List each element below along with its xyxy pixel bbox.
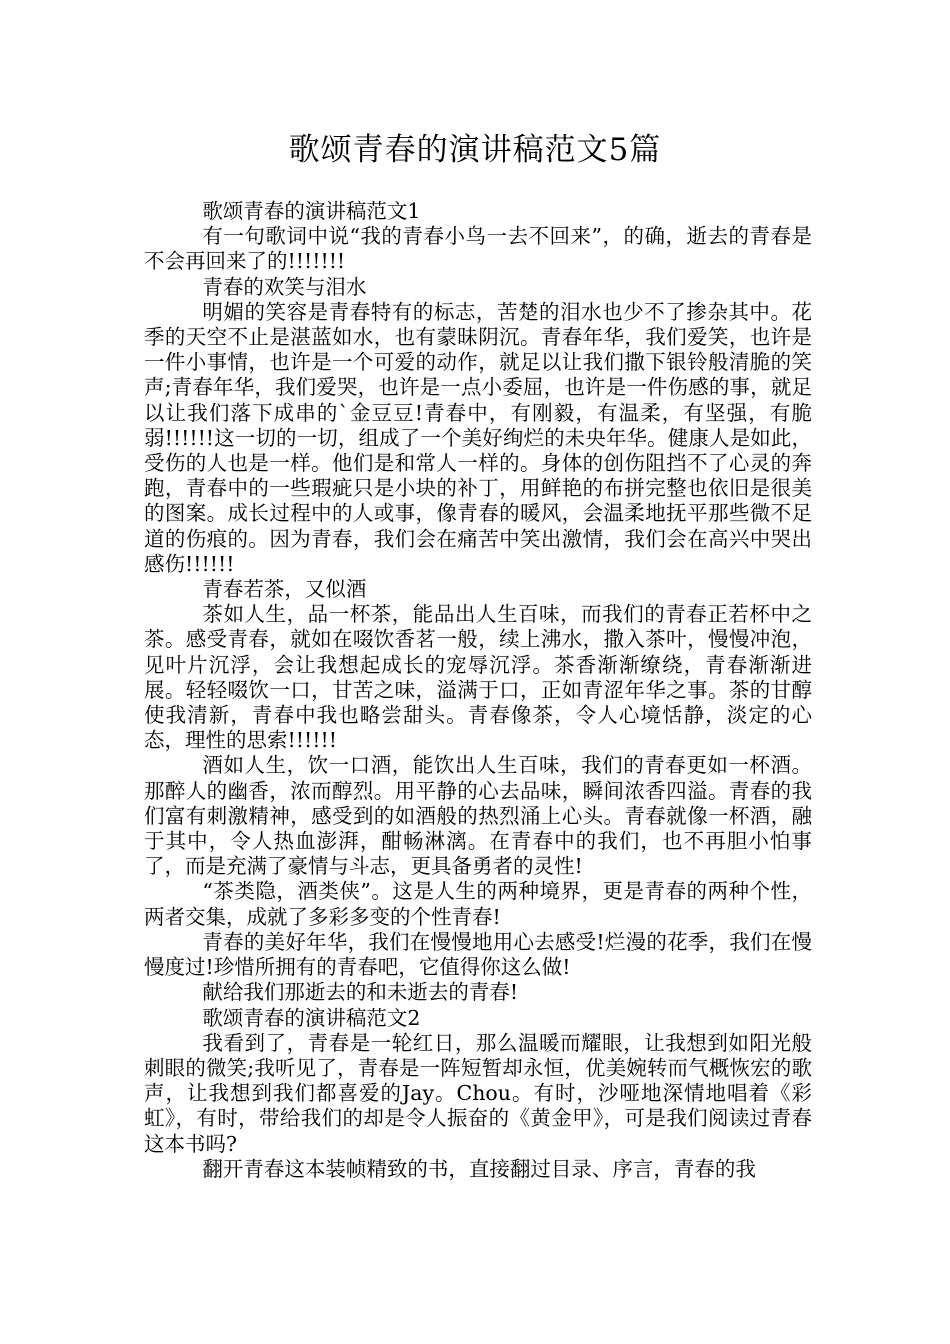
section-heading: 歌颂青春的演讲稿范文1 xyxy=(202,199,421,223)
subheading: 青春的欢笑与泪水 xyxy=(202,274,367,299)
document-title: 歌颂青春的演讲稿范文5篇 xyxy=(288,132,662,168)
paragraph: 青春的美好年华，我们在慢慢地用心去感受!烂漫的花季，我们在慢慢度过!珍惜所拥有的青春吧，它值得你这么做! xyxy=(144,929,812,980)
paragraph: 茶如人生，品一杯茶，能品出人生百味，而我们的青春正若杯中之茶。感受青春，就如在啜饮香茗一般，续上沸水，撒入茶叶，慢慢冲泡，见叶片沉浮，会让我想起成长的宠辱沉浮。茶香渐渐缭绕，青春渐渐进展。轻轻啜饮一口，甘苦之味，溢满于口，正如青涩年华之事。茶的甘醇使我清新，青春中我也略尝甜头。青春像茶，令人心境恬静，淡定的心态，理性的思索!!!!!! xyxy=(144,602,812,753)
paragraph: 明媚的笑容是青春特有的标志，苦楚的泪水也少不了掺杂其中。花季的天空不止是湛蓝如水，也有蒙昧阴沉。青春年华，我们爱笑，也许是一件小事情，也许是一个可爱的动作，就足以让我们撒下银铃般清脆的笑声;青春年华，我们爱哭，也许是一点小委屈，也许是一件伤感的事，就足以让我们落下成串的`金豆豆!青春中，有刚毅，有温柔，有坚强，有脆弱!!!!!!这一切的一切，组成了一个美好绚烂的未央年华。健康人是如此，受伤的人也是一样。他们是和常人一样的。身体的创伤阻挡不了心灵的奔跑，青春中的一些瑕疵只是小块的补丁，用鲜艳的布拼完整也依旧是很美的图案。成长过程中的人或事，像青春的暖风，会温柔地抚平那些微不足道的伤痕的。因为青春，我们会在痛苦中笑出激情，我们会在高兴中哭出感伤!!!!!! xyxy=(144,299,812,576)
subheading: 青春若茶，又似酒 xyxy=(202,577,367,602)
section-heading: 歌颂青春的演讲稿范文2 xyxy=(202,1005,421,1030)
paragraph: 我看到了，青春是一轮红日，那么温暖而耀眼，让我想到如阳光般刺眼的微笑;我听见了，青春是一阵短暂却永恒，优美婉转而气概恢宏的歌声，让我想到我们都喜爱的Jay。Chou。有时，沙哑地深情地唱着《彩虹》，有时，带给我们的却是令人振奋的《黄金甲》，可是我们阅读过青春这本书吗? xyxy=(144,1030,812,1156)
paragraph: 翻开青春这本装帧精致的书，直接翻过目录、序言，青春的我 xyxy=(202,1156,756,1181)
document-body xyxy=(144,199,812,1182)
paragraph: 献给我们那逝去的和未逝去的青春! xyxy=(202,980,519,1005)
paragraph: 酒如人生，饮一口酒，能饮出人生百味，我们的青春更如一杯酒。那醉人的幽香，浓而醇烈。用平静的心去品味，瞬间浓香四溢。青春的我们富有刺激精神，感受到的如酒般的热烈涌上心头。青春就像一杯酒，融于其中，令人热血澎湃，酣畅淋漓。在青春中的我们，也不再胆小怕事了，而是充满了豪情与斗志，更具备勇者的灵性! xyxy=(144,753,812,879)
paragraph: 有一句歌词中说“我的青春小鸟一去不回来”，的确，逝去的青春是不会再回来了的!!!!!!! xyxy=(144,224,812,274)
paragraph: “茶类隐，酒类侠”。这是人生的两种境界，更是青春的两种个性，两者交集，成就了多彩多变的个性青春! xyxy=(144,879,812,929)
